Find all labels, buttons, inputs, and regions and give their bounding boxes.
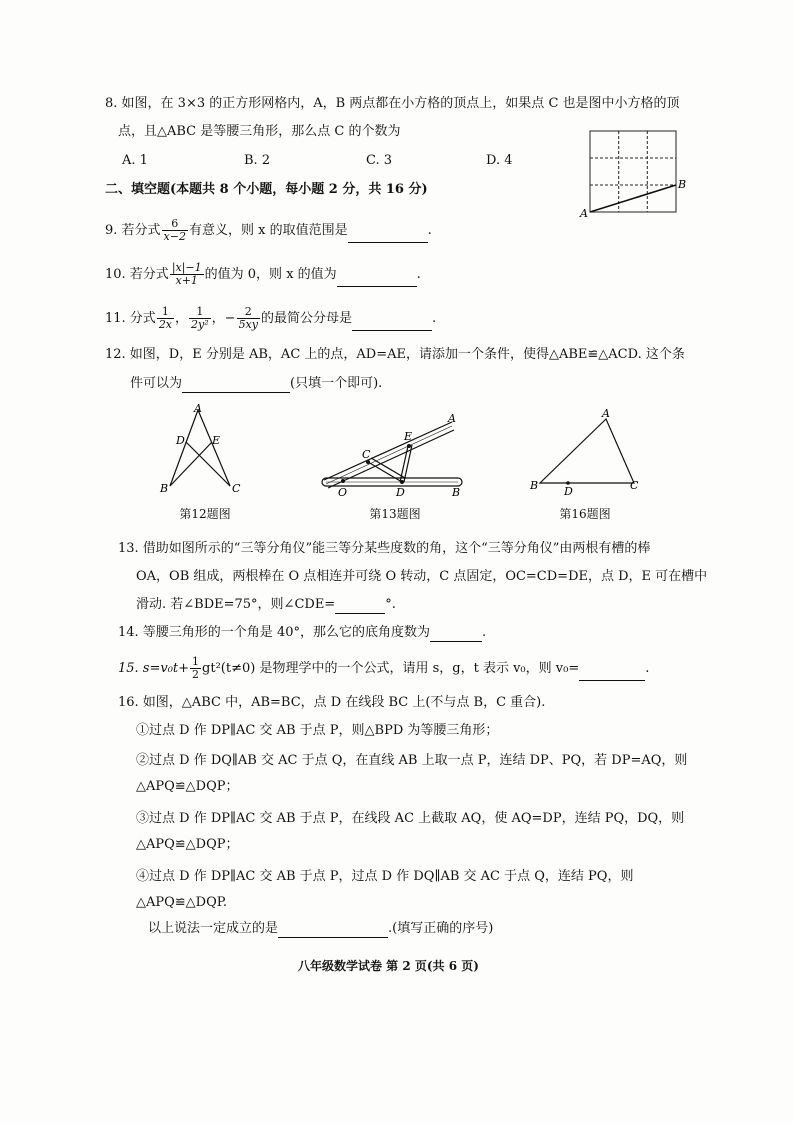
q8-text-line1: 8. 如图，在 3×3 的正方形网格内，A，B 两点都在小方格的顶点上，如果点 C 也是图中小方格的顶: [105, 96, 680, 111]
figure-16: [526, 405, 646, 500]
q8-choice-d[interactable]: D. 4: [486, 153, 513, 168]
q11-fraction-3: $\frac{2}{5xy}$: [238, 305, 258, 331]
fig12-label-a: A: [194, 402, 202, 415]
q16-statement-3b: △APQ≌△DQP；: [136, 837, 239, 852]
q16-statement-2b: △APQ≌△DQP；: [136, 779, 239, 794]
q13-text-line2: OA，OB 组成，两根棒在 O 点相连并可绕 O 转动，C 点固定，OC=CD=DE，点 D，E 可在槽中: [136, 569, 708, 584]
q16-answer-blank[interactable]: [278, 923, 388, 938]
q16-conclusion: 以上说法一定成立的是 .(填写正确的序号): [148, 921, 494, 936]
fig12-label-c: C: [232, 482, 241, 495]
q12-line2: 件可以为 (只填一个即可).: [130, 376, 383, 391]
q15-answer-blank[interactable]: [579, 666, 645, 681]
q15-fraction: $\frac{1}{2}$: [192, 655, 200, 681]
q8-grid-figure: [578, 125, 688, 220]
figure-13: [316, 410, 476, 500]
q13-line3: 滑动. 若∠BDE=75°，则∠CDE= °.: [136, 597, 396, 612]
q8-choice-a[interactable]: A. 1: [122, 153, 148, 168]
q11-fraction-2: $\frac{1}{\text{2y²}}$: [191, 305, 209, 331]
section-fill-in-heading: 二、填空题(本题共 8 个小题，每小题 2 分，共 16 分): [105, 182, 428, 197]
q8-choice-b[interactable]: B. 2: [244, 153, 271, 168]
q10: 10. 若分式 $\frac{|x|-1}{x+1}$ 的值为 0，则 x 的值为 .: [105, 261, 421, 287]
point-label-a: A: [580, 207, 588, 220]
fig16-label-b: B: [530, 479, 539, 492]
fig13-label-o: O: [338, 486, 348, 499]
point-label-b: B: [678, 178, 687, 191]
fig13-point-d: [400, 480, 404, 484]
q16-intro: 16. 如图，△ABC 中，AB=BC，点 D 在线段 BC 上(不与点 B，C 重合).: [118, 695, 546, 710]
fig13-label-a: A: [448, 412, 456, 425]
q11: 11. 分式 $\frac{1}{2x}$ ， $\frac{1}{\text{2y²}}$ ，− $\frac{2}{5xy}$ 的最简公分母是 .: [105, 305, 437, 331]
q10-fraction: $\frac{|x|-1}{x+1}$: [171, 261, 202, 287]
q11-text: 11. 分式: [105, 311, 156, 326]
q11-text-post: 的最简公分母是: [260, 311, 352, 326]
q9-text: 9. 若分式: [105, 223, 161, 238]
q9: 9. 若分式 $\frac{6}{x-2}$ 有意义，则 x 的取值范围是 .: [105, 217, 432, 243]
q9-text-post: 有意义，则 x 的取值范围是: [188, 223, 348, 238]
q10-answer-blank[interactable]: [337, 272, 417, 287]
q9-fraction: $\frac{6}{x-2}$: [163, 217, 186, 243]
q12-text-line1: 12. 如图，D，E 分别是 AB，AC 上的点，AD=AE，请添加一个条件，使得△ABE≌△ACD. 这个条: [105, 347, 685, 362]
segment-ab: [590, 185, 676, 212]
q8-text-line2: 点，且△ABC 是等腰三角形，那么点 C 的个数为: [118, 124, 401, 139]
fig16-label-c: C: [630, 479, 639, 492]
q12-answer-blank[interactable]: [182, 378, 290, 393]
q8-choices: [122, 152, 513, 170]
fig13-label-e: E: [404, 430, 413, 443]
q15: 15. s=v₀t+ $\frac{1}{2}$ gt²(t≠0) 是物理学中的一个公式，请用 s，g，t 表示 v₀，则 v₀= .: [118, 655, 650, 681]
q16-statement-3a: ③过点 D 作 DP∥AC 交 AB 于点 P，在线段 AC 上截取 AQ，使 AQ=DP，连结 PQ，DQ，则: [136, 811, 685, 826]
fig13-label-d: D: [396, 486, 405, 499]
fig16-label-a: A: [602, 407, 610, 420]
fig13-point-e: [407, 444, 411, 448]
fig13-point-o: [341, 479, 345, 483]
q14-answer-blank[interactable]: [430, 627, 482, 642]
q16-statement-1: ①过点 D 作 DP∥AC 交 AB 于点 P，则△BPD 为等腰三角形；: [136, 723, 499, 738]
q10-text: 10. 若分式: [105, 267, 169, 282]
figure-12: [150, 400, 250, 500]
q16-statement-2a: ②过点 D 作 DQ∥AB 交 AC 于点 Q，在直线 AB 上取一点 P，连结 DP、PQ，若 DP=AQ，则: [136, 753, 688, 768]
q9-answer-blank[interactable]: [348, 228, 428, 243]
fig12-label-e: E: [212, 434, 221, 447]
fig13-label-b: B: [452, 486, 461, 499]
q14: 14. 等腰三角形的一个角是 40°，那么它的底角度数为 .: [118, 625, 487, 640]
q11-answer-blank[interactable]: [352, 316, 432, 331]
caption-fig12: 第12题图: [179, 507, 231, 521]
caption-fig13: 第13题图: [369, 507, 421, 521]
fig12-label-b: B: [160, 482, 169, 495]
fig16-label-d: D: [564, 485, 573, 498]
q13-answer-blank[interactable]: [335, 599, 385, 614]
fig12-label-d: D: [176, 434, 185, 447]
q16-statement-4a: ④过点 D 作 DP∥AC 交 AB 于点 P，过点 D 作 DQ∥AB 交 AC 于点 Q，连结 PQ，则: [136, 869, 634, 884]
fig13-label-c: C: [362, 448, 371, 461]
page-footer: 八年级数学试卷 第 2 页(共 6 页): [298, 959, 479, 973]
q10-text-post: 的值为 0，则 x 的值为: [204, 267, 337, 282]
q11-fraction-1: $\frac{1}{2x}$: [158, 305, 173, 331]
q16-statement-4b: △APQ≌△DQP.: [136, 895, 228, 910]
q13-text-line1: 13. 借助如图所示的“三等分角仪”能三等分某些度数的角，这个“三等分角仪”由两根有槽的棒: [118, 541, 651, 556]
caption-fig16: 第16题图: [559, 507, 611, 521]
q8-choice-c[interactable]: C. 3: [366, 153, 393, 168]
